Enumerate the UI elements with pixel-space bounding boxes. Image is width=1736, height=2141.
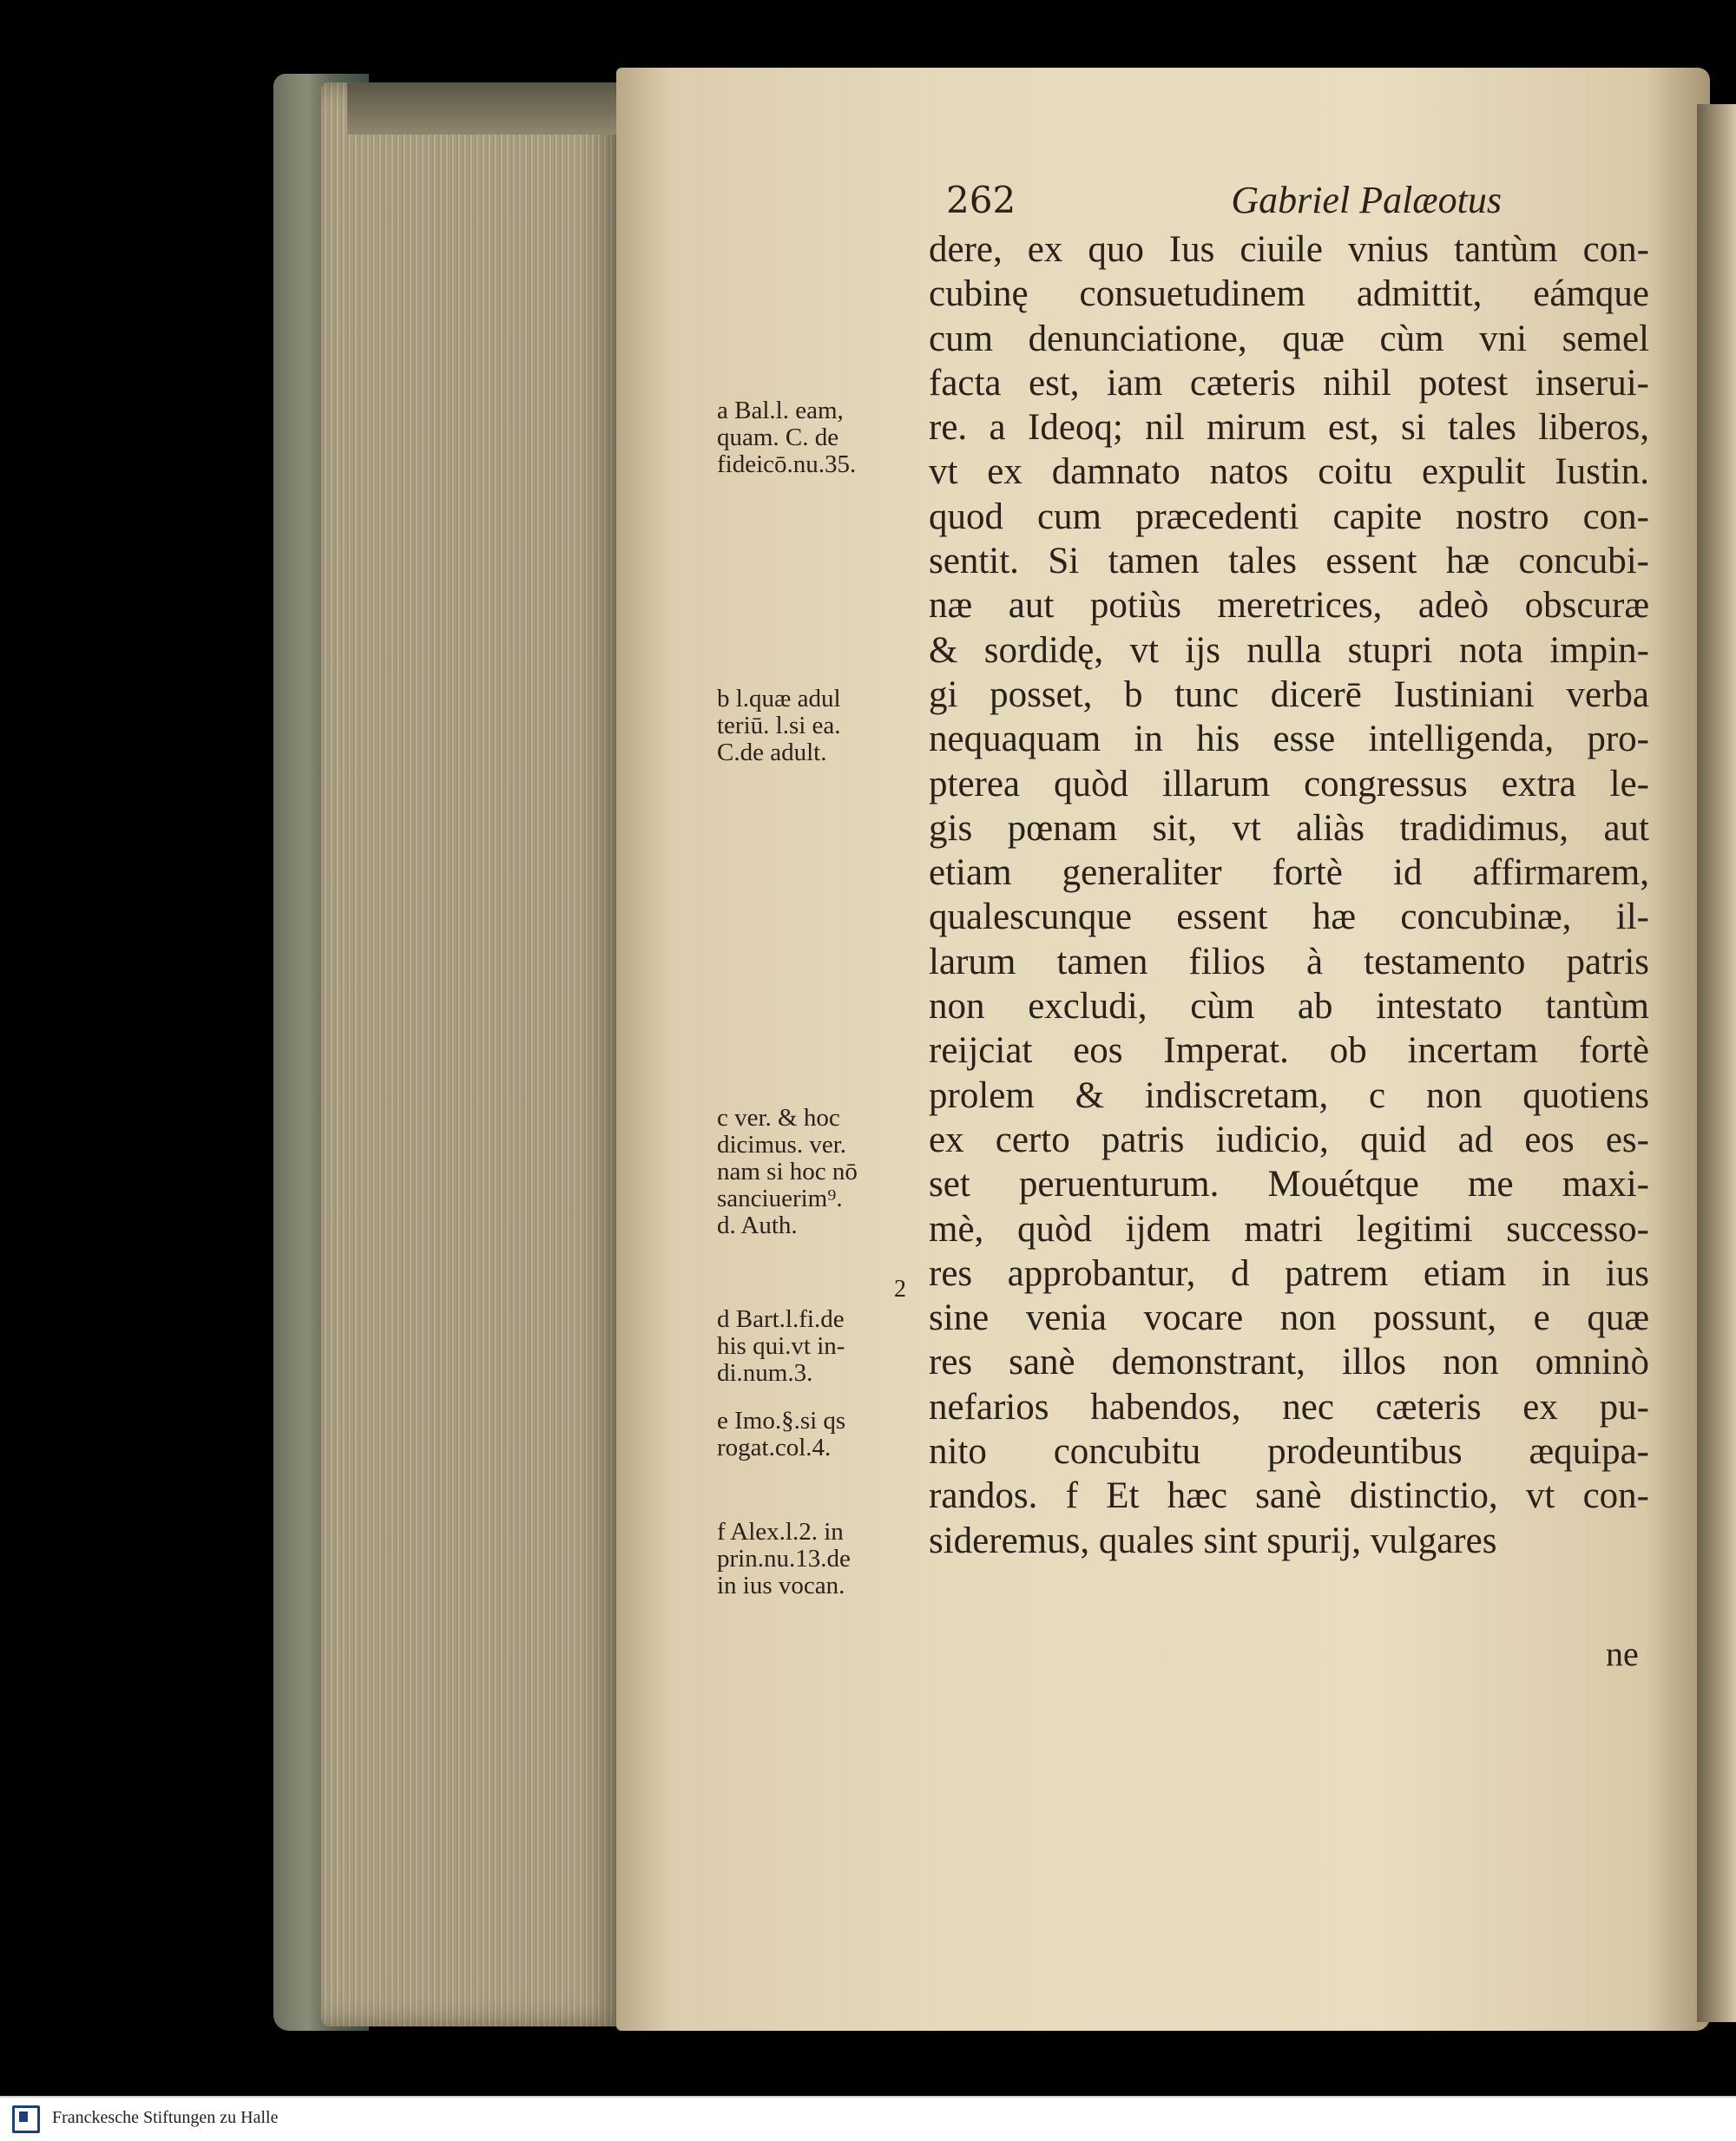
margin-note-line: rogat.col.4. [717, 1434, 832, 1461]
text-line: nefarios habendos, nec cæteris ex pu- [929, 1386, 1649, 1428]
page-header [946, 174, 1502, 226]
margin-note-line: d Bart.l.fi.de [717, 1305, 845, 1333]
text-line: cum denunciatione, quæ cùm vni semel [929, 318, 1649, 359]
text-line: re. a Ideoq; nil mirum est, si tales liberos, [929, 407, 1649, 449]
margin-note-line: prin.nu.13.de [717, 1545, 851, 1573]
text-line: nequaquam in his esse intelligenda, pro- [929, 719, 1649, 760]
text-line: næ aut potiùs meretrices, adeò obscuræ [929, 585, 1649, 627]
text-line: etiam generaliter fortè id affirmarem, [929, 852, 1649, 894]
footer-bar [0, 2096, 1736, 2141]
text-line: sine venia vocare non possunt, e quæ [929, 1297, 1649, 1339]
text-line: prolem & indiscretam, c non quotiens [929, 1074, 1649, 1116]
margin-note-line: a Bal.l. eam, [717, 397, 844, 424]
margin-note-e [717, 1408, 925, 1461]
margin-note-line: sanciuerim⁹. [717, 1185, 843, 1212]
institution-name: Franckesche Stiftungen zu Halle [52, 2108, 279, 2127]
text-line: dere, ex quo Ius ciuile vnius tantùm con- [929, 229, 1649, 270]
text-line: larum tamen filios à testamento patris [929, 941, 1649, 982]
margin-note-line: quam. C. de [717, 424, 839, 451]
margin-note-line: dicimus. ver. [717, 1131, 847, 1159]
margin-note-f [717, 1519, 925, 1599]
text-line: reijciat eos Imperat. ob incertam fortè [929, 1030, 1649, 1072]
text-line: facta est, iam cæteris nihil potest inserui- [929, 362, 1649, 404]
margin-note-line: e Imo.§.si qs [717, 1407, 846, 1435]
page-number: 262 [946, 178, 1016, 221]
margin-note-b [717, 686, 925, 766]
margin-note-line: in ius vocan. [717, 1572, 845, 1599]
text-line: pterea quòd illarum congressus extra le- [929, 763, 1649, 805]
margin-note-line: c ver. & hoc [717, 1104, 840, 1132]
margin-note-line: his qui.vt in- [717, 1332, 845, 1360]
logo-mark [12, 2105, 40, 2133]
margin-note-line: di.num.3. [717, 1359, 813, 1387]
margin-note-line: nam si hoc nō [717, 1158, 858, 1185]
text-line: vt ex damnato natos coitu expulit Iustin. [929, 451, 1649, 493]
main-text [929, 227, 1649, 1563]
facing-page-edge [1697, 104, 1736, 2022]
margin-note-line: fideicō.nu.35. [717, 450, 857, 478]
margin-note-line: teriū. l.si ea. [717, 712, 841, 739]
text-line: ex certo patris iudicio, quid ad eos es- [929, 1119, 1649, 1160]
text-line: sideremus, quales sint spurij, vulgares [929, 1520, 1497, 1561]
margin-page-marker: 2 [894, 1276, 906, 1303]
text-line: gis pœnam sit, vt aliàs tradidimus, aut [929, 807, 1649, 849]
catchword: ne [1606, 1634, 1639, 1673]
text-line: sentit. Si tamen tales essent hæ concubi- [929, 541, 1649, 582]
margin-note-a [717, 397, 925, 478]
margin-note-line: f Alex.l.2. in [717, 1518, 844, 1546]
text-line: cubinę consuetudinem admittit, eámque [929, 273, 1649, 315]
margin-note-line: b l.quæ adul [717, 685, 841, 713]
text-line: mè, quòd ijdem matri legitimi successo- [929, 1208, 1649, 1250]
margin-note-c [717, 1105, 925, 1239]
page-block-edges [321, 82, 625, 2026]
margin-note-d [717, 1306, 925, 1387]
margin-note-line: C.de adult. [717, 739, 827, 766]
text-line: qualescunque essent hæ concubinæ, il- [929, 896, 1649, 938]
text-line: & sordidę, vt ijs nulla stupri nota impin- [929, 629, 1649, 671]
institution-logo-icon [9, 2103, 43, 2136]
text-line: gi posset, b tunc dicerē Iustiniani verba [929, 673, 1649, 715]
text-line: randos. f Et hæc sanè distinctio, vt con- [929, 1475, 1649, 1517]
running-title: Gabriel Palæotus [1231, 178, 1502, 221]
text-line: res approbantur, d patrem etiam in ius [929, 1252, 1649, 1294]
text-line: nito concubitu prodeuntibus æquipa- [929, 1431, 1649, 1473]
text-line: quod cum præcedenti capite nostro con- [929, 496, 1649, 537]
page-block-top-shadow [347, 82, 625, 135]
text-line: set peruenturum. Mouétque me maxi- [929, 1164, 1649, 1205]
margin-note-line: d. Auth. [717, 1212, 798, 1239]
text-line: non excludi, cùm ab intestato tantùm [929, 986, 1649, 1028]
text-line: res sanè demonstrant, illos non omninò [929, 1342, 1649, 1383]
